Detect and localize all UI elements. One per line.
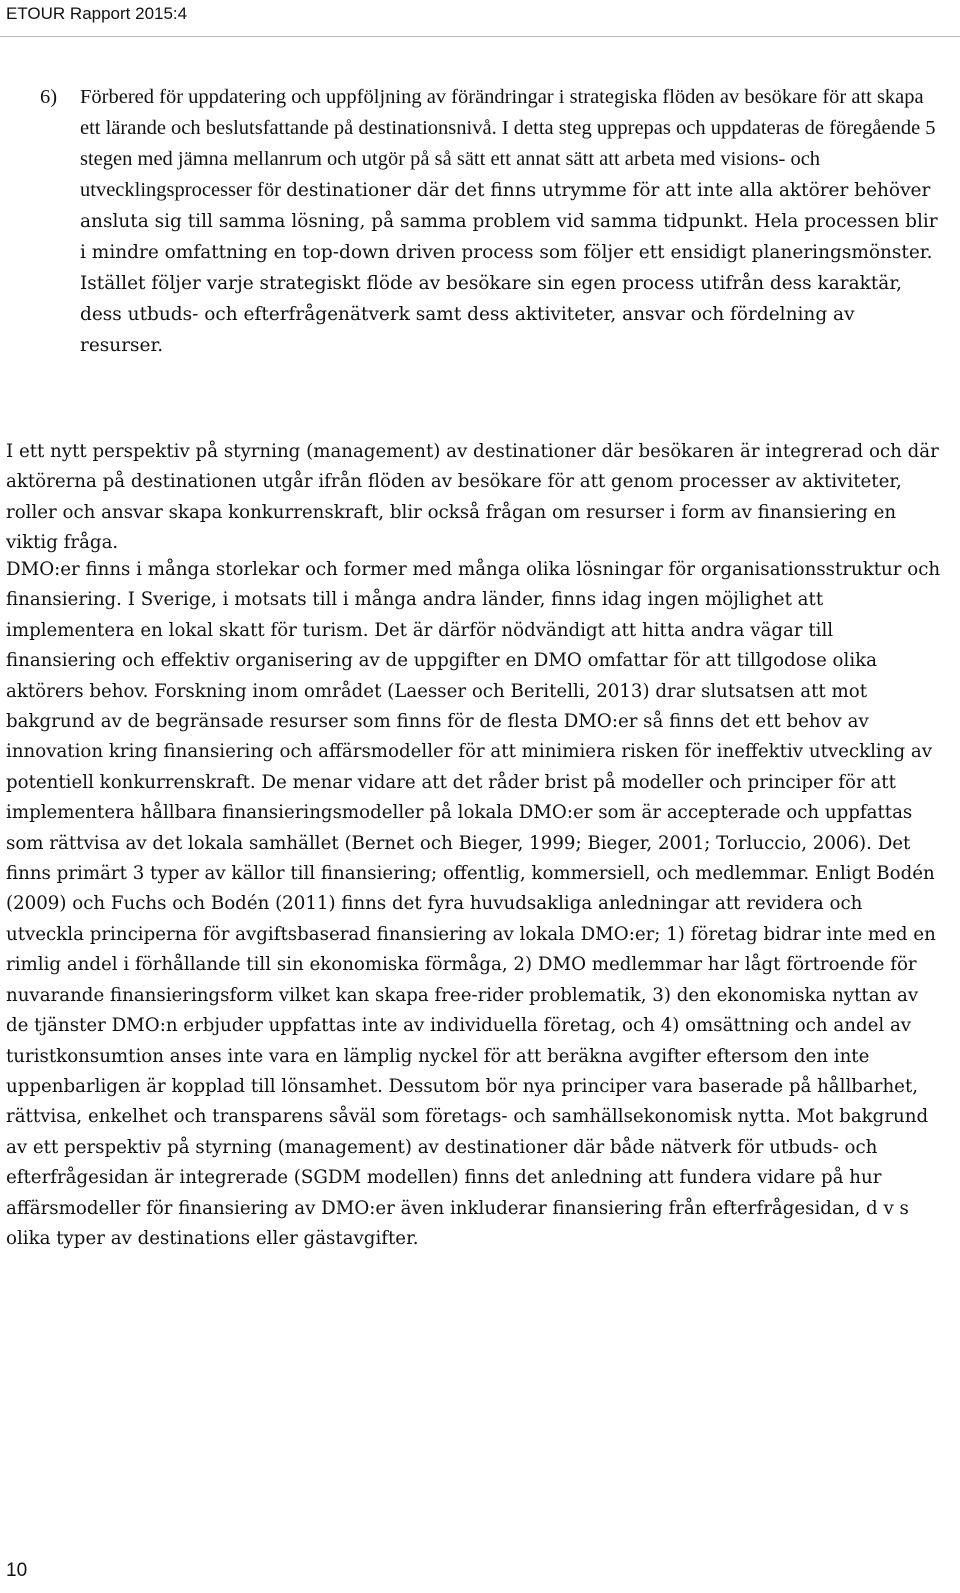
body-paragraph-2: DMO:er finns i många storlekar och former med många olika lösningar för organisationsstruktur och finansiering. I Sverige, i motsats till i många andra länder, finns idag ingen möjlighet att implementera en lokal skatt för turism. Det är därför nödvändigt att hitta andra vägar till finansiering och effektiv organisering av de uppgifter en DMO omfattar för att tillgodose olika aktörers behov. Forskning inom området (Laesser och Beritelli, 2013) drar slutsatsen att mot bakgrund av de begränsade resurser som finns för de flesta DMO:er så finns det ett behov av innovation kring finansiering och affärsmodeller för att minimiera risken för ineffektiv utveckling av potentiell konkurrenskraft. De menar vidare att det råder brist på modeller och principer för att implementera hållbara finansieringsmodeller på lokala DMO:er som är accepterade och uppfattas som rättvisa av det lokala samhället (Bernet och Bieger, 1999; Bieger, 2001; Torluccio, 2006). Det finns primärt 3 typer av källor till finansiering; offentlig, kommersiell, och medlemmar. Enligt Bodén (2009) och Fuchs och Bodén (2011) finns det fyra huvudsakliga anledningar att revidera och utveckla principerna för avgiftsbaserad finansiering av lokala DMO:er; 1) företag bidrar inte med en rimlig andel i förhållande till sin ekonomiska förmåga, 2) DMO medlemmar har lågt förtroende för nuvarande finansieringsform vilket kan skapa free-rider problematik, 3) den ekonomiska nyttan av de tjänster DMO:n erbjuder uppfattas inte av individuella företag, och 4) omsättning och andel av turistkonsumtion anses inte vara en lämplig nyckel för att beräkna avgifter eftersom den inte uppenbarligen är kopplad till lönsamhet. Dessutom bör nya principer vara baserade på hållbarhet, rättvisa, enkelhet och transparens såväl som företags- och samhällsekonomisk nytta. Mot bakgrund av ett perspektiv på styrning (management) av destinationer där både nätverk för utbuds- och efterfrågesidan är integrerade (SGDM modellen) finns det anledning att fundera vidare på hur affärsmodeller för finansiering av DMO:er även inkluderar finansiering från efterfrågesidan, d v s olika typer av destinations eller gästavgifter.	[6, 559, 941, 1249]
page-number: 10	[6, 1560, 28, 1581]
list-item-text-part1: Förbered för uppdatering och uppföljning av förändringar i strategiska flöden av besökare för att skapa ett lärande och beslutsfattande på destinationsnivå. I detta steg upprepas och uppdateras de föregående 5 stegen med jämna mellanrum och utgör på så sätt ett annat sätt att arbeta med visions- och utvecklingsprocesser för	[80, 86, 936, 201]
page-header	[0, 0, 960, 37]
report-title: ETOUR Rapport 2015:4	[6, 4, 188, 23]
list-item	[40, 82, 940, 361]
list-item-text	[80, 82, 940, 361]
list-item-text-part2: destinationer där det finns utrymme för att inte alla aktörer behöver ansluta sig till samma lösning, på samma problem vid samma tidpunkt. Hela processen blir i mindre omfattning en top-down driven process som följer ett ensidigt planeringsmönster. Istället följer varje strategiskt flöde av besökare sin egen process utifrån dess karaktär, dess utbuds- och efterfrågenätverk samt dess aktiviteter, ansvar och fördelning av resurser.	[80, 180, 938, 356]
list-item-number: 6)	[40, 86, 58, 108]
body-paragraph-1: I ett nytt perspektiv på styrning (management) av destinationer där besökaren är integrerad och där aktörerna på destinationen utgår ifrån flöden av besökare för att genom processer av aktiviteter, roller och ansvar skapa konkurrenskraft, blir också frågan om resurser i form av finansiering en viktig fråga.	[6, 441, 939, 554]
